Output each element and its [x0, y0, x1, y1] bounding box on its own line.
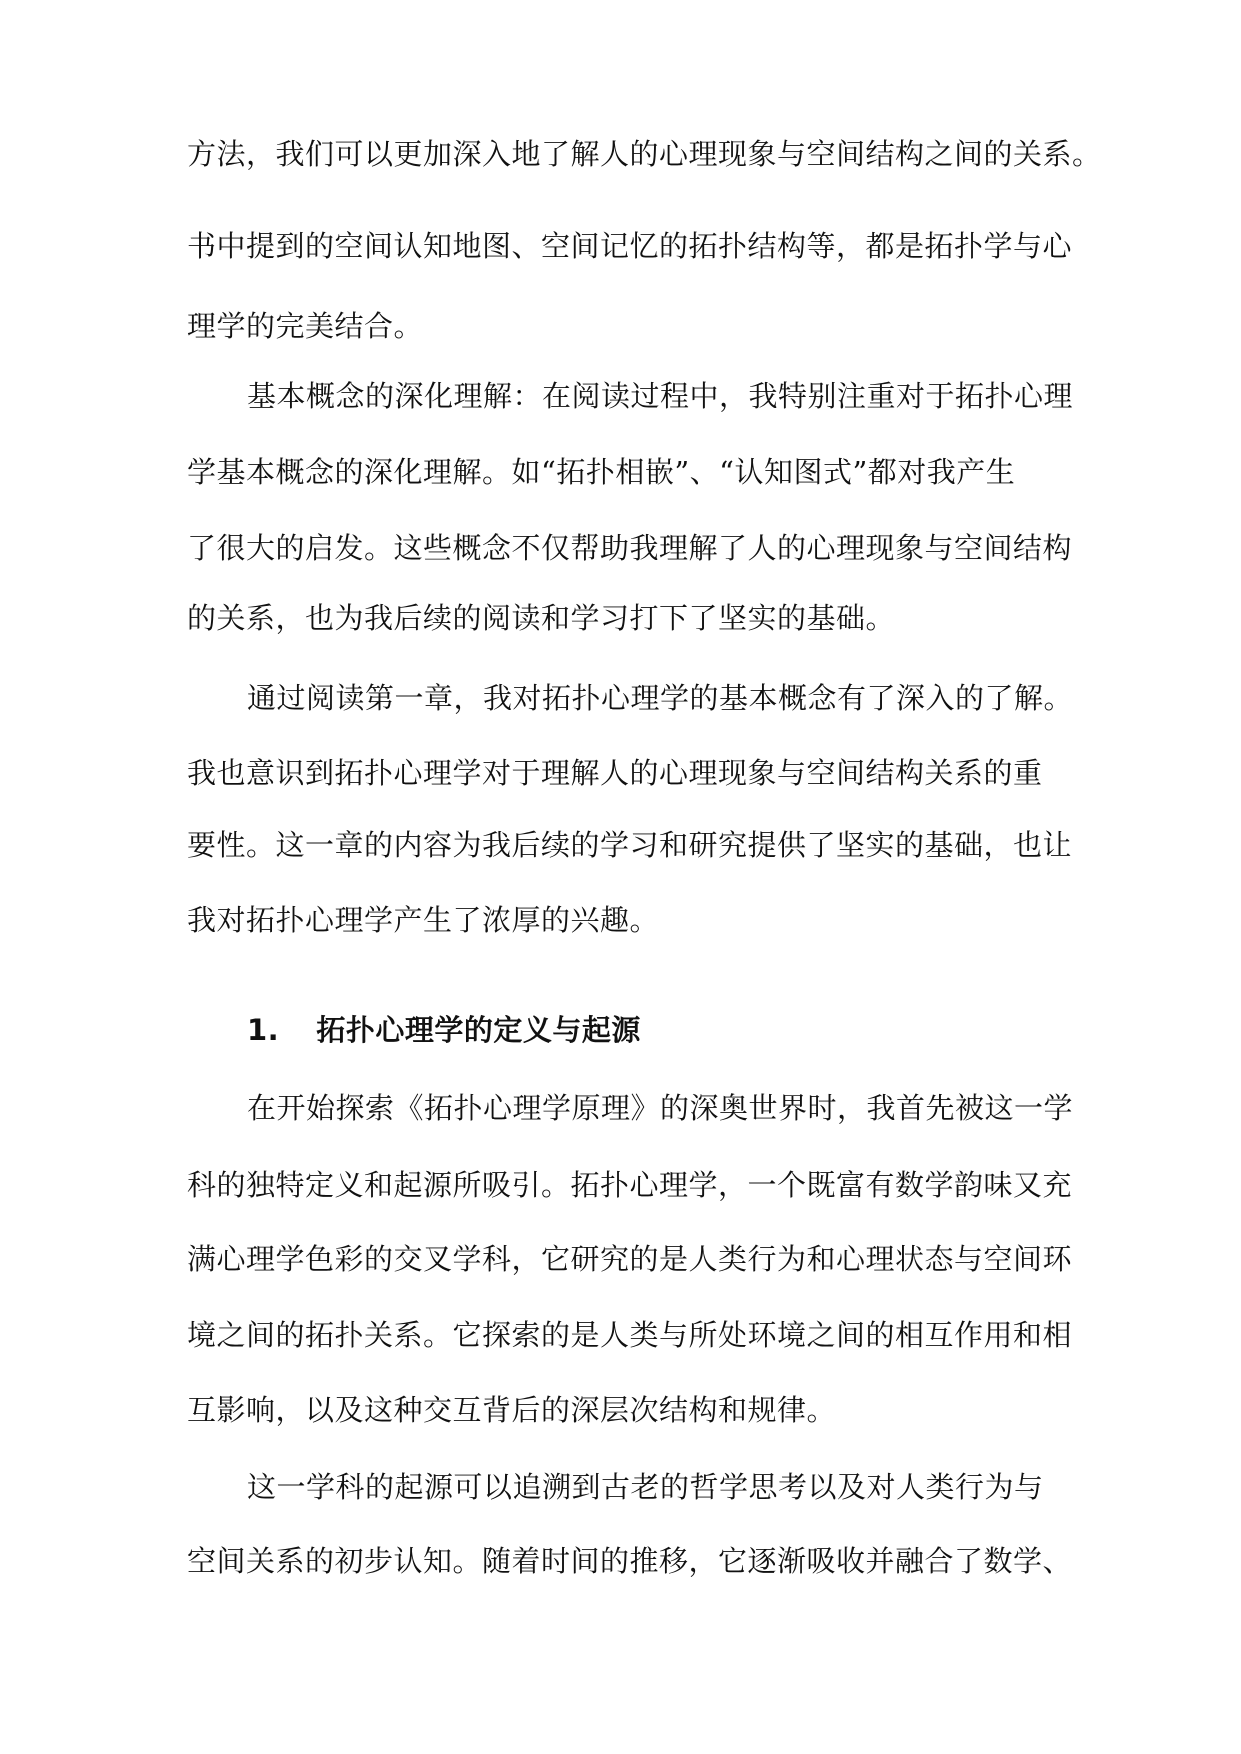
paragraph-line: 这一学科的起源可以追溯到古老的哲学思考以及对人类行为与	[247, 1470, 1044, 1504]
paragraph-line: 基本概念的深化理解：在阅读过程中，我特别注重对于拓扑心理	[247, 379, 1074, 413]
section-heading-title: 拓扑心理学的定义与起源	[316, 1013, 641, 1047]
paragraph-line: 满心理学色彩的交叉学科，它研究的是人类行为和心理状态与空间环	[187, 1242, 1073, 1276]
section-heading-number: 1.	[247, 1013, 280, 1047]
paragraph-line: 境之间的拓扑关系。它探索的是人类与所处环境之间的相互作用和相	[187, 1318, 1073, 1352]
paragraph-line: 方法，我们可以更加深入地了解人的心理现象与空间结构之间的关系。	[187, 137, 1102, 171]
paragraph-line: 通过阅读第一章，我对拓扑心理学的基本概念有了深入的了解。	[247, 681, 1074, 715]
paragraph-line: 我也意识到拓扑心理学对于理解人的心理现象与空间结构关系的重	[187, 756, 1043, 790]
paragraph-line: 的关系，也为我后续的阅读和学习打下了坚实的基础。	[187, 601, 896, 635]
paragraph-line: 在开始探索《拓扑心理学原理》的深奥世界时，我首先被这一学	[247, 1091, 1074, 1125]
paragraph-line: 要性。这一章的内容为我后续的学习和研究提供了坚实的基础，也让	[187, 828, 1073, 862]
paragraph-line: 了很大的启发。这些概念不仅帮助我理解了人的心理现象与空间结构	[187, 531, 1073, 565]
paragraph-line: 学基本概念的深化理解。如“拓扑相嵌”、“认知图式”都对我产生	[187, 455, 1016, 489]
paragraph-line: 理学的完美结合。	[187, 309, 424, 343]
paragraph-line: 空间关系的初步认知。随着时间的推移，它逐渐吸收并融合了数学、	[187, 1544, 1073, 1578]
paragraph-line: 书中提到的空间认知地图、空间记忆的拓扑结构等，都是拓扑学与心	[187, 229, 1073, 263]
paragraph-line: 科的独特定义和起源所吸引。拓扑心理学，一个既富有数学韵味又充	[187, 1168, 1073, 1202]
paragraph-line: 我对拓扑心理学产生了浓厚的兴趣。	[187, 903, 660, 937]
section-heading	[247, 1012, 641, 1048]
paragraph-line: 互影响，以及这种交互背后的深层次结构和规律。	[187, 1393, 837, 1427]
